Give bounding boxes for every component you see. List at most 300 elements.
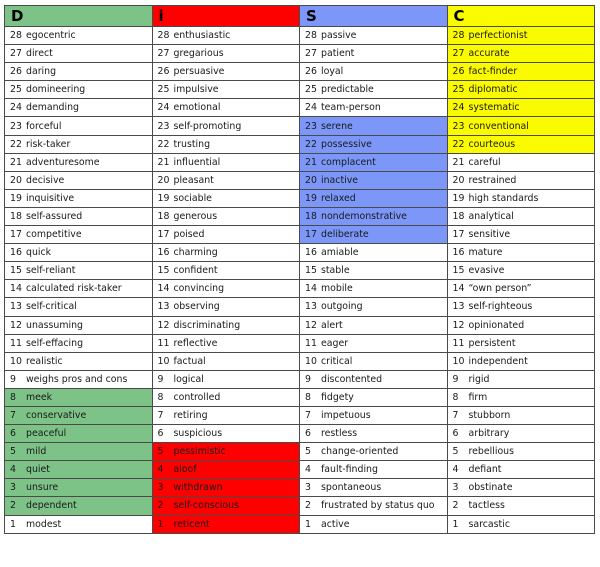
trait-rank: 7 (157, 410, 164, 422)
trait-rank: 27 (10, 48, 22, 60)
trait-rank: 11 (305, 337, 317, 349)
trait-label: patient (321, 48, 355, 60)
trait-label: stubborn (468, 410, 511, 422)
trait-label: self-critical (26, 301, 77, 313)
trait-cell-i (152, 280, 300, 298)
trait-cell-d (5, 334, 153, 352)
trait-cell-s (300, 171, 448, 189)
trait-label: persuasive (173, 66, 225, 78)
trait-cell-i (152, 479, 300, 497)
trait-cell-s (300, 153, 448, 171)
trait-rank: 16 (452, 247, 465, 259)
trait-rank: 1 (10, 518, 16, 530)
trait-cell-i (152, 515, 300, 533)
trait-cell-s (300, 189, 448, 207)
trait-label: observing (173, 301, 220, 313)
trait-rank: 16 (157, 247, 170, 259)
trait-rank: 9 (10, 373, 16, 385)
table-row (5, 81, 595, 99)
trait-cell-s (300, 280, 448, 298)
trait-rank: 18 (157, 210, 170, 222)
trait-cell-i (152, 63, 300, 81)
trait-cell-s (300, 117, 448, 135)
trait-label: evasive (468, 265, 505, 277)
trait-rank: 28 (452, 30, 465, 42)
trait-label: egocentric (26, 30, 76, 42)
trait-label: realistic (26, 355, 63, 367)
trait-label: systematic (468, 102, 520, 114)
disc-trait-table (4, 5, 595, 534)
trait-cell-d (5, 515, 153, 533)
trait-cell-c (447, 352, 595, 370)
trait-cell-s (300, 27, 448, 45)
trait-label: retiring (173, 410, 208, 422)
trait-rank: 18 (452, 210, 465, 222)
trait-label: quick (26, 247, 52, 259)
trait-cell-d (5, 226, 153, 244)
trait-rank: 13 (452, 301, 465, 313)
trait-rank: 23 (452, 120, 465, 132)
trait-label: nondemonstrative (321, 210, 407, 222)
trait-label: unsure (26, 482, 59, 494)
trait-cell-i (152, 171, 300, 189)
trait-label: perfectionist (468, 30, 528, 42)
trait-rank: 12 (10, 319, 22, 331)
table-row (5, 63, 595, 81)
trait-rank: 4 (452, 464, 459, 476)
trait-cell-i (152, 316, 300, 334)
trait-rank: 23 (157, 120, 170, 132)
trait-label: sensitive (468, 229, 511, 241)
trait-label: self-reliant (26, 265, 76, 277)
trait-label: gregarious (173, 48, 224, 60)
trait-rank: 26 (10, 66, 22, 78)
trait-label: inactive (321, 174, 359, 186)
trait-cell-d (5, 461, 153, 479)
trait-rank: 14 (157, 283, 170, 295)
column-header-c: C (447, 6, 595, 27)
trait-cell-c (447, 461, 595, 479)
trait-cell-c (447, 63, 595, 81)
trait-rank: 21 (452, 156, 465, 168)
trait-rank: 22 (157, 138, 170, 150)
table-row (5, 189, 595, 207)
trait-rank: 13 (157, 301, 170, 313)
table-row (5, 99, 595, 117)
trait-rank: 16 (305, 247, 317, 259)
trait-label: peaceful (26, 428, 67, 440)
trait-rank: 8 (305, 391, 311, 403)
trait-cell-i (152, 461, 300, 479)
trait-rank: 27 (452, 48, 465, 60)
trait-cell-s (300, 63, 448, 81)
trait-label: relaxed (321, 192, 356, 204)
trait-cell-c (447, 189, 595, 207)
trait-cell-i (152, 135, 300, 153)
table-row (5, 280, 595, 298)
trait-cell-s (300, 370, 448, 388)
trait-cell-d (5, 406, 153, 424)
trait-rank: 13 (305, 301, 317, 313)
trait-cell-c (447, 207, 595, 225)
trait-label: mobile (321, 283, 353, 295)
table-row (5, 135, 595, 153)
trait-cell-s (300, 135, 448, 153)
trait-rank: 24 (305, 102, 317, 114)
trait-label: loyal (321, 66, 344, 78)
trait-label: team-person (321, 102, 381, 114)
trait-rank: 25 (157, 84, 170, 96)
table-row (5, 515, 595, 533)
trait-label: suspicious (173, 428, 223, 440)
table-row (5, 226, 595, 244)
trait-rank: 26 (157, 66, 170, 78)
table-row (5, 45, 595, 63)
table-row (5, 370, 595, 388)
trait-rank: 4 (10, 464, 16, 476)
trait-rank: 2 (10, 500, 16, 512)
trait-rank: 7 (305, 410, 311, 422)
trait-label: firm (468, 391, 488, 403)
trait-label: impetuous (321, 410, 371, 422)
trait-cell-c (447, 334, 595, 352)
table-row (5, 298, 595, 316)
trait-label: mature (468, 247, 503, 259)
trait-rank: 6 (157, 428, 164, 440)
trait-cell-s (300, 443, 448, 461)
trait-rank: 20 (452, 174, 465, 186)
trait-rank: 15 (452, 265, 465, 277)
trait-cell-c (447, 479, 595, 497)
trait-cell-c (447, 425, 595, 443)
trait-cell-c (447, 171, 595, 189)
trait-cell-c (447, 45, 595, 63)
trait-rank: 10 (157, 355, 170, 367)
trait-rank: 18 (305, 210, 317, 222)
trait-label: persistent (468, 337, 516, 349)
trait-rank: 17 (305, 229, 317, 241)
trait-cell-s (300, 99, 448, 117)
trait-cell-d (5, 352, 153, 370)
trait-rank: 12 (452, 319, 465, 331)
trait-label: active (321, 518, 350, 530)
trait-cell-c (447, 135, 595, 153)
trait-cell-d (5, 244, 153, 262)
trait-cell-d (5, 280, 153, 298)
trait-rank: 17 (10, 229, 22, 241)
table-row (5, 388, 595, 406)
trait-rank: 21 (305, 156, 317, 168)
trait-label: possessive (321, 138, 372, 150)
trait-rank: 11 (157, 337, 170, 349)
table-row (5, 406, 595, 424)
trait-rank: 16 (10, 247, 22, 259)
trait-label: change-oriented (321, 446, 399, 458)
trait-label: obstinate (468, 482, 513, 494)
trait-label: opinionated (468, 319, 525, 331)
trait-cell-c (447, 280, 595, 298)
trait-cell-s (300, 316, 448, 334)
trait-cell-d (5, 45, 153, 63)
trait-cell-c (447, 226, 595, 244)
table-row (5, 153, 595, 171)
trait-label: stable (321, 265, 350, 277)
trait-cell-s (300, 352, 448, 370)
trait-label: discriminating (173, 319, 241, 331)
trait-rank: 15 (157, 265, 170, 277)
trait-cell-s (300, 388, 448, 406)
trait-rank: 25 (305, 84, 317, 96)
trait-cell-d (5, 171, 153, 189)
trait-cell-s (300, 207, 448, 225)
trait-rank: 4 (157, 464, 164, 476)
trait-rank: 19 (157, 192, 170, 204)
trait-rank: 6 (10, 428, 16, 440)
trait-cell-c (447, 443, 595, 461)
trait-rank: 21 (157, 156, 170, 168)
trait-cell-s (300, 406, 448, 424)
trait-label: logical (173, 373, 204, 385)
trait-cell-c (447, 370, 595, 388)
trait-rank: 8 (10, 391, 16, 403)
trait-cell-i (152, 388, 300, 406)
trait-label: serene (321, 120, 353, 132)
trait-rank: 17 (157, 229, 170, 241)
trait-label: aloof (173, 464, 197, 476)
trait-label: passive (321, 30, 357, 42)
table-row (5, 497, 595, 515)
trait-rank: 3 (452, 482, 459, 494)
trait-label: modest (26, 518, 62, 530)
trait-label: complacent (321, 156, 376, 168)
trait-label: courteous (468, 138, 516, 150)
trait-rank: 22 (452, 138, 465, 150)
trait-label: conventional (468, 120, 529, 132)
trait-cell-s (300, 334, 448, 352)
trait-label: eager (321, 337, 349, 349)
trait-label: pessimistic (173, 446, 226, 458)
trait-label: fault-finding (321, 464, 378, 476)
trait-cell-c (447, 99, 595, 117)
trait-rank: 19 (305, 192, 317, 204)
table-row (5, 425, 595, 443)
trait-cell-i (152, 406, 300, 424)
trait-rank: 14 (10, 283, 22, 295)
trait-rank: 5 (10, 446, 16, 458)
trait-cell-c (447, 244, 595, 262)
trait-label: adventuresome (26, 156, 100, 168)
trait-rank: 12 (305, 319, 317, 331)
trait-rank: 8 (157, 391, 164, 403)
table-row (5, 207, 595, 225)
trait-label: predictable (321, 84, 374, 96)
trait-label: reticent (173, 518, 210, 530)
trait-rank: 22 (10, 138, 22, 150)
trait-label: conservative (26, 410, 87, 422)
trait-cell-i (152, 81, 300, 99)
trait-label: rebellious (468, 446, 515, 458)
trait-label: fidgety (321, 391, 354, 403)
trait-cell-d (5, 189, 153, 207)
table-row (5, 262, 595, 280)
trait-rank: 17 (452, 229, 465, 241)
trait-label: enthusiastic (173, 30, 231, 42)
trait-rank: 26 (452, 66, 465, 78)
trait-label: careful (468, 156, 501, 168)
trait-label: outgoing (321, 301, 363, 313)
trait-cell-s (300, 45, 448, 63)
trait-label: dependent (26, 500, 77, 512)
trait-rank: 4 (305, 464, 311, 476)
trait-cell-d (5, 63, 153, 81)
trait-rank: 10 (452, 355, 465, 367)
trait-label: mild (26, 446, 47, 458)
trait-cell-s (300, 515, 448, 533)
trait-label: critical (321, 355, 353, 367)
trait-label: convincing (173, 283, 225, 295)
trait-rank: 6 (452, 428, 459, 440)
trait-rank: 9 (157, 373, 164, 385)
trait-label: demanding (26, 102, 79, 114)
trait-label: self-promoting (173, 120, 242, 132)
trait-rank: 27 (305, 48, 317, 60)
trait-cell-c (447, 515, 595, 533)
trait-label: influential (173, 156, 221, 168)
trait-label: calculated risk-taker (26, 283, 122, 295)
trait-label: confident (173, 265, 218, 277)
trait-rank: 13 (10, 301, 22, 313)
trait-label: independent (468, 355, 528, 367)
trait-label: high standards (468, 192, 539, 204)
trait-cell-d (5, 81, 153, 99)
trait-rank: 23 (10, 120, 22, 132)
trait-rank: 14 (305, 283, 317, 295)
trait-cell-s (300, 226, 448, 244)
trait-cell-i (152, 117, 300, 135)
trait-cell-i (152, 370, 300, 388)
trait-rank: 28 (157, 30, 170, 42)
trait-label: reflective (173, 337, 218, 349)
trait-label: fact-finder (468, 66, 518, 78)
trait-cell-i (152, 497, 300, 515)
trait-label: discontented (321, 373, 383, 385)
trait-label: analytical (468, 210, 514, 222)
table-row (5, 244, 595, 262)
trait-cell-d (5, 207, 153, 225)
trait-label: restrained (468, 174, 517, 186)
trait-label: arbitrary (468, 428, 510, 440)
trait-rank: 11 (10, 337, 22, 349)
trait-label: generous (173, 210, 218, 222)
trait-cell-c (447, 27, 595, 45)
trait-cell-d (5, 497, 153, 515)
trait-rank: 6 (305, 428, 311, 440)
trait-rank: 26 (305, 66, 317, 78)
trait-label: risk-taker (26, 138, 71, 150)
trait-rank: 1 (452, 518, 459, 530)
trait-label: domineering (26, 84, 86, 96)
trait-label: frustrated by status quo (321, 500, 435, 512)
trait-cell-i (152, 425, 300, 443)
trait-label: defiant (468, 464, 502, 476)
trait-label: meek (26, 391, 53, 403)
trait-rank: 15 (305, 265, 317, 277)
trait-cell-c (447, 262, 595, 280)
trait-cell-s (300, 244, 448, 262)
trait-cell-d (5, 153, 153, 171)
trait-cell-i (152, 99, 300, 117)
trait-label: sociable (173, 192, 212, 204)
trait-cell-d (5, 262, 153, 280)
trait-label: deliberate (321, 229, 369, 241)
trait-label: pleasant (173, 174, 214, 186)
table-row (5, 171, 595, 189)
trait-label: self-righteous (468, 301, 533, 313)
trait-rank: 28 (305, 30, 317, 42)
trait-rank: 1 (305, 518, 311, 530)
trait-cell-i (152, 262, 300, 280)
trait-cell-d (5, 135, 153, 153)
trait-label: daring (26, 66, 57, 78)
trait-label: accurate (468, 48, 510, 60)
trait-cell-d (5, 443, 153, 461)
trait-cell-i (152, 334, 300, 352)
trait-rank: 14 (452, 283, 465, 295)
trait-label: withdrawn (173, 482, 223, 494)
trait-rank: 20 (157, 174, 170, 186)
trait-label: sarcastic (468, 518, 510, 530)
trait-rank: 25 (452, 84, 465, 96)
trait-cell-d (5, 316, 153, 334)
column-header-i: i (152, 6, 300, 27)
trait-label: diplomatic (468, 84, 518, 96)
trait-rank: 7 (10, 410, 16, 422)
table-row (5, 27, 595, 45)
trait-cell-d (5, 370, 153, 388)
trait-cell-i (152, 298, 300, 316)
trait-cell-s (300, 81, 448, 99)
table-row (5, 352, 595, 370)
trait-cell-d (5, 425, 153, 443)
trait-cell-c (447, 81, 595, 99)
trait-rank: 20 (10, 174, 22, 186)
trait-label: alert (321, 319, 343, 331)
trait-rank: 24 (452, 102, 465, 114)
trait-cell-d (5, 117, 153, 135)
trait-rank: 11 (452, 337, 465, 349)
trait-cell-d (5, 388, 153, 406)
trait-cell-i (152, 45, 300, 63)
trait-rank: 10 (10, 355, 22, 367)
trait-rank: 5 (305, 446, 311, 458)
trait-label: amiable (321, 247, 359, 259)
trait-rank: 19 (10, 192, 22, 204)
trait-cell-c (447, 153, 595, 171)
trait-label: rigid (468, 373, 490, 385)
trait-rank: 3 (157, 482, 164, 494)
trait-cell-i (152, 27, 300, 45)
trait-label: restless (321, 428, 358, 440)
trait-label: unassuming (26, 319, 83, 331)
trait-label: impulsive (173, 84, 219, 96)
table-row (5, 461, 595, 479)
trait-label: trusting (173, 138, 211, 150)
trait-rank: 23 (305, 120, 317, 132)
trait-rank: 2 (157, 500, 164, 512)
trait-cell-i (152, 207, 300, 225)
trait-rank: 3 (10, 482, 16, 494)
trait-rank: 10 (305, 355, 317, 367)
